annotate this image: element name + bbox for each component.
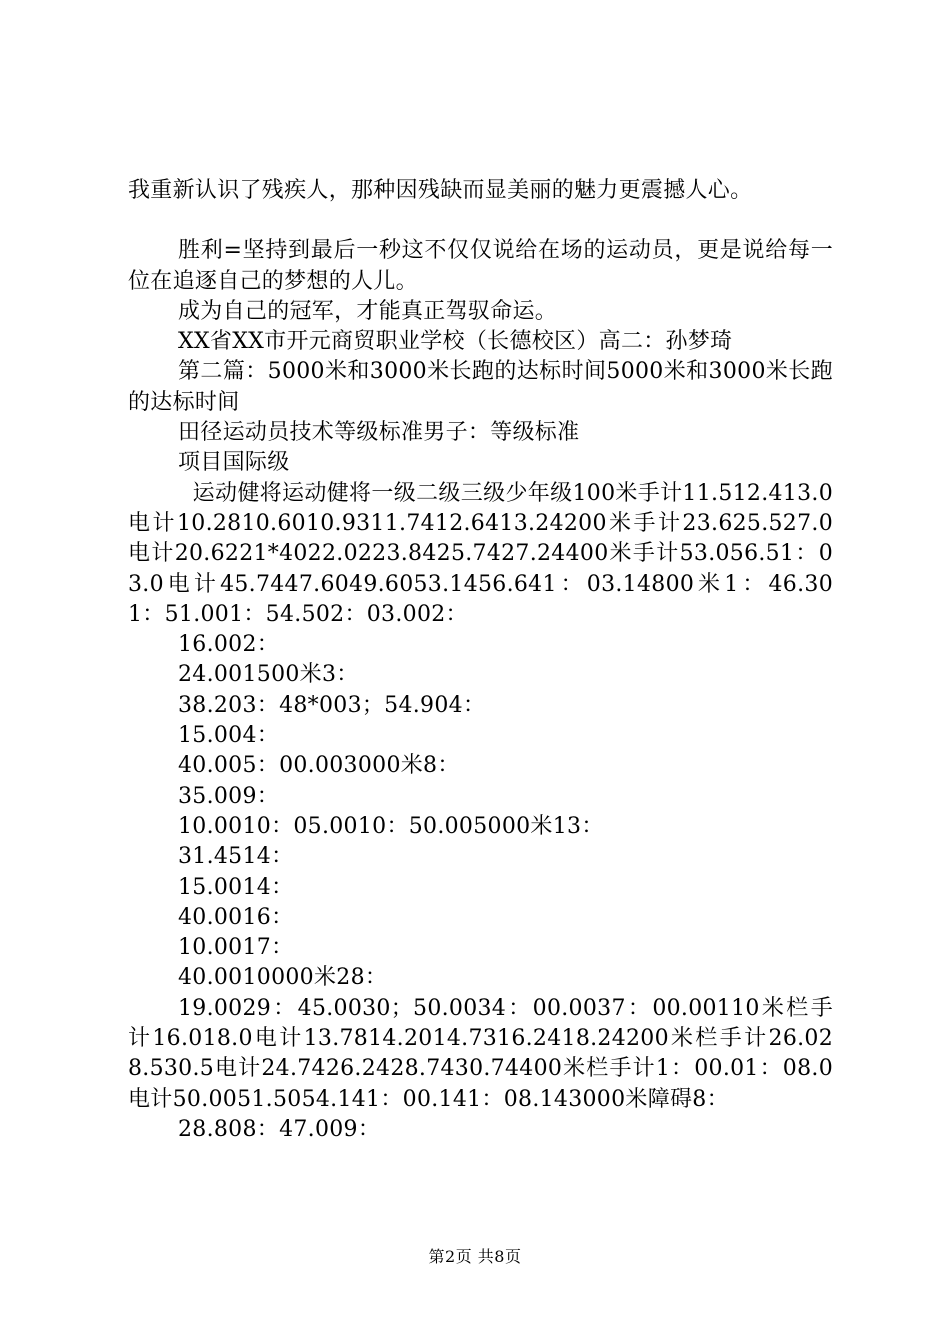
paragraph-line: 40.0010000米28： xyxy=(178,965,388,991)
paragraph-section-title: 第二篇：5000米和3000米长跑的达标时间5000米和3000米长跑的达标时间 xyxy=(128,359,833,415)
paragraph-line: 38.203：48*003；54.904： xyxy=(178,692,486,718)
paragraph-line: 15.004： xyxy=(178,723,280,749)
paragraph-intro: 我重新认识了残疾人，那种因残缺而显美丽的魅力更震撼人心。 xyxy=(128,178,753,203)
paragraph-victory: 胜利=坚持到最后一秒这不仅仅说给在场的运动员，更是说给每一位在追逐自己的梦想的人儿。 xyxy=(128,238,833,294)
paragraph-line: 35.009： xyxy=(178,783,280,809)
paragraph-line: 31.4514： xyxy=(178,844,294,870)
paragraph-times-table: 运动健将运动健将一级二级三级少年级100米手计11.512.413.0电计10.2810.6010.9311.7412.6413.24200米手计23.625.527.0电计20.6221*4022.0223.8425.7427.24400米手计53.056.51：03.0电计45.7447.6049.6053.1456.641：03.14800米1：46.301：51.001：54.502：03.002： xyxy=(128,480,833,627)
paragraph-line: 24.001500米3： xyxy=(178,662,359,688)
page-number-footer: 第2页 共8页 xyxy=(428,1247,522,1266)
paragraph-line: 10.0017： xyxy=(178,935,294,961)
paragraph-champion: 成为自己的冠军，才能真正驾驭命运。 xyxy=(178,298,558,324)
document-body xyxy=(128,176,833,1145)
paragraph-line: 40.0016： xyxy=(178,904,294,930)
paragraph-line: 28.808：47.009： xyxy=(178,1116,381,1142)
paragraph-line: 40.005：00.003000米8： xyxy=(178,753,460,779)
paragraph-line: 15.0014： xyxy=(178,874,294,900)
paragraph-standard-heading: 田径运动员技术等级标准男子：等级标准 xyxy=(178,420,580,446)
paragraph-author: XX省XX市开元商贸职业学校（长德校区）高二：孙梦琦 xyxy=(178,329,733,355)
paragraph-level-heading: 项目国际级 xyxy=(178,450,290,476)
paragraph-line: 10.0010：05.0010：50.005000米13： xyxy=(178,813,604,839)
paragraph-hurdles: 19.0029：45.0030；50.0034：00.0037：00.00110米栏手计16.018.0电计13.7814.2014.7316.2418.24200米栏手计26.028.530.5电计24.7426.2428.7430.74400米栏手计1：00.01：08.0电计50.0051.5054.141：00.141：08.143000米障碍8： xyxy=(128,995,833,1112)
paragraph-line: 16.002： xyxy=(178,632,280,658)
